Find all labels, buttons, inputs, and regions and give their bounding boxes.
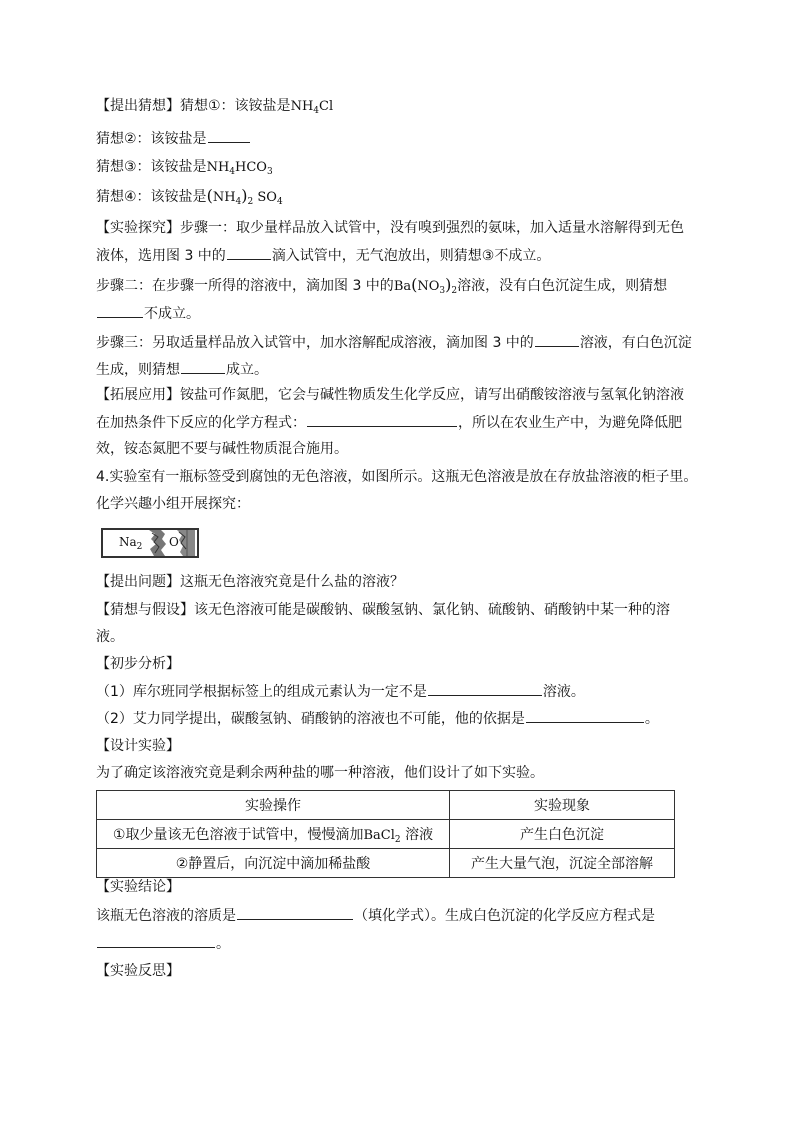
answer-blank[interactable] <box>208 128 250 143</box>
design-intro: 为了确定该溶液究竟是剩余两种盐的哪一种溶液，他们设计了如下实验。 <box>96 765 544 781</box>
step2-line-2: 不成立。 <box>96 303 200 324</box>
step3-line: 步骤三：另取适量样品放入试管中，加水溶解配成溶液，滴加图 3 中的 溶液，有白色沉淀 <box>96 332 692 353</box>
table-header: 实验现象 <box>450 791 675 820</box>
table-header-row <box>97 791 675 820</box>
step1-line: 【实验探究】步骤一：取少量样品放入试管中，没有嗅到强烈的氨味，加入适量水溶解得到无色 <box>96 220 684 236</box>
guess-4-line <box>96 186 283 212</box>
guess-3-line <box>96 157 273 182</box>
conclusion-line-2: 。 <box>96 933 230 954</box>
corroded-label-graphic <box>103 530 197 556</box>
guess-1-text: 【提出猜想】猜想①：该铵盐是 <box>96 98 291 114</box>
hypothesis-line: 【猜想与假设】该无色溶液可能是碳酸钠、碳酸氢钠、氯化钠、硫酸钠、硝酸钠中某一种的溶 <box>96 602 670 618</box>
formula-bano3: $Ba(NO_3)_2$ <box>393 275 458 296</box>
formula-nh4hco3: $NH_4HCO_3$ <box>206 160 273 177</box>
guess-2-line <box>96 128 251 149</box>
step3-line-2: 生成，则猜想 成立。 <box>96 359 268 380</box>
step2-line: 步骤二：在步骤一所得的溶液中，滴加图 3 中的$Ba(NO_3)_2$溶液，没有白色沉淀生成，则猜想 <box>96 275 668 296</box>
analysis-2-line: （2）艾力同学提出，碳酸氢钠、硝酸钠的溶液也不可能，他的依据是 。 <box>96 708 659 729</box>
table-cell: 产生白色沉淀 <box>450 820 675 849</box>
answer-blank[interactable] <box>535 332 579 347</box>
table-header: 实验操作 <box>97 791 450 820</box>
label-text-na: $Na_2$ <box>119 535 143 552</box>
q4-line: 4.实验室有一瓶标签受到腐蚀的无色溶液，如图所示。这瓶无色溶液是放在存放盐溶液的柜子里。 <box>96 469 698 485</box>
guess-1-line <box>96 96 333 121</box>
answer-blank[interactable] <box>227 245 271 260</box>
formula-nh4cl: $NH_4Cl$ <box>290 99 334 116</box>
formula-nh4-2so4: $(NH_4)_2$ $SO_4$ <box>206 186 283 207</box>
answer-blank[interactable] <box>97 933 215 948</box>
extension-line-2: 在加热条件下反应的化学方程式： ，所以在农业生产中，为避免降低肥 <box>96 412 682 433</box>
q4-line-2: 化学兴趣小组开展探究： <box>96 496 250 512</box>
analysis-1-line: （1）库尔班同学根据标签上的组成元素认为一定不是 溶液。 <box>96 681 585 702</box>
table-cell: ①取少量该无色溶液于试管中，慢慢滴加BaCl$_2$ 溶液 <box>97 820 450 849</box>
answer-blank[interactable] <box>307 412 457 427</box>
answer-blank[interactable] <box>181 359 225 374</box>
corroded-label-image <box>101 528 199 558</box>
table-row <box>97 820 675 849</box>
table-row <box>97 849 675 878</box>
table-cell: ②静置后，向沉淀中滴加稀盐酸 <box>97 849 450 878</box>
answer-blank[interactable] <box>97 303 143 318</box>
extension-line-3: 效，铵态氮肥不要与碱性物质混合施用。 <box>96 441 348 457</box>
design-heading: 【设计实验】 <box>96 738 180 754</box>
hypothesis-line-2: 液。 <box>96 629 124 645</box>
formula-bacl2: BaCl$_2$ <box>363 827 401 845</box>
answer-blank[interactable] <box>428 681 542 696</box>
experiment-table <box>96 790 675 878</box>
guess-3-text: 猜想③：该铵盐是 <box>96 159 207 175</box>
answer-blank[interactable] <box>526 708 644 723</box>
guess-2-text: 猜想②：该铵盐是 <box>96 131 207 147</box>
conclusion-heading: 【实验结论】 <box>96 879 180 895</box>
guess-4-text: 猜想④：该铵盐是 <box>96 189 207 205</box>
conclusion-line: 该瓶无色溶液的溶质是 （填化学式）。生成白色沉淀的化学反应方程式是 <box>96 905 655 926</box>
extension-line: 【拓展应用】铵盐可作氮肥，它会与碱性物质发生化学反应，请写出硝酸铵溶液与氢氧化钠溶液 <box>96 387 684 403</box>
reflection-heading: 【实验反思】 <box>96 963 180 979</box>
answer-blank[interactable] <box>237 905 353 920</box>
analysis-heading: 【初步分析】 <box>96 656 180 672</box>
question-heading: 【提出问题】这瓶无色溶液究竟是什么盐的溶液？ <box>96 574 404 590</box>
label-text-o: O <box>169 535 179 549</box>
table-cell: 产生大量气泡，沉淀全部溶解 <box>450 849 675 878</box>
step1-line-2: 液体，选用图 3 中的 滴入试管中，无气泡放出，则猜想③不成立。 <box>96 245 550 266</box>
